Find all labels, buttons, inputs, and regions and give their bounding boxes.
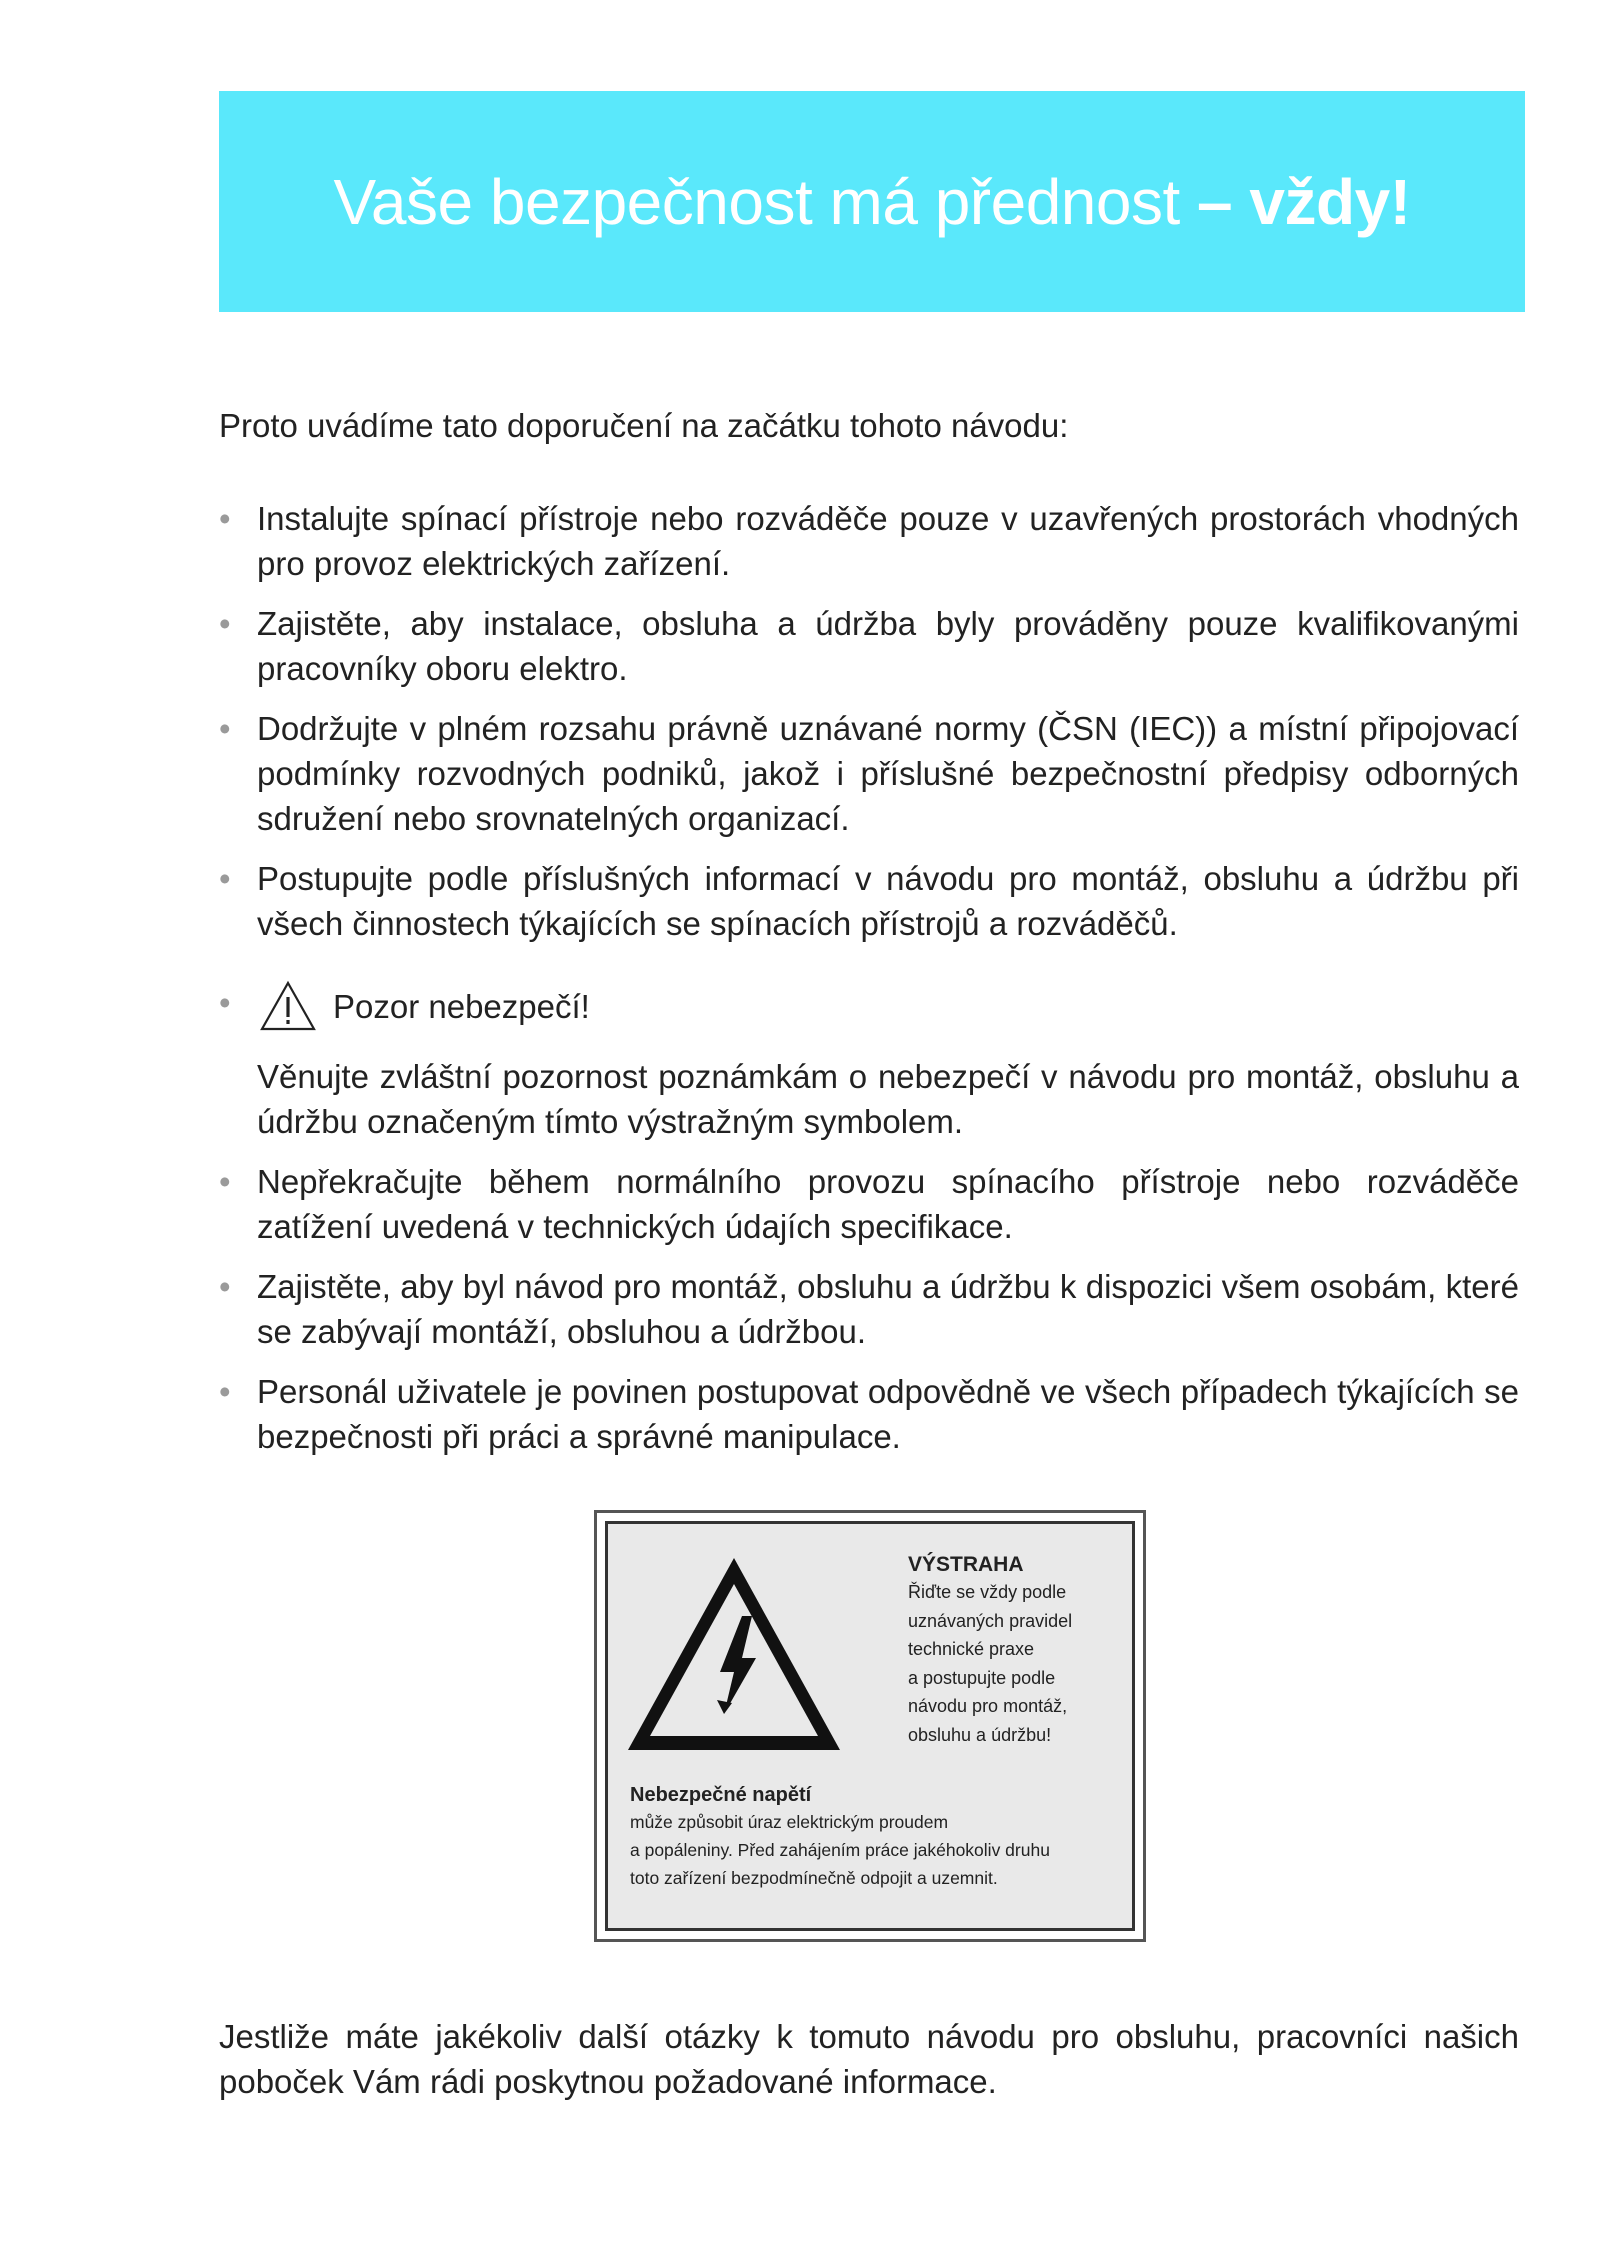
list-item: • Personál uživatele je povinen postupovat odpovědně ve všech případech týkajících se bezpečnosti při práci a správné manipulace. <box>219 1369 1519 1459</box>
danger-voltage-line: toto zařízení bezpodmínečně odpojit a uzemnit. <box>630 1868 998 1888</box>
title-banner <box>219 91 1525 312</box>
list-item: • Zajistěte, aby byl návod pro montáž, obsluhu a údržbu k dispozici všem osobám, které se zabývají montáží, obsluhou a údržbou. <box>219 1264 1519 1354</box>
safety-list <box>219 496 1519 1459</box>
warning-item <box>219 980 1519 1032</box>
list-item: • Dodržujte v plném rozsahu právně uznávané normy (ČSN (IEC)) a místní připojovací podmínky rozvodných podniků, jakož i příslušné bezpečnostní předpisy odborných sdružení nebo srovnatelných organizací. <box>219 706 1519 841</box>
warning-sign-line: návodu pro montáž, <box>908 1696 1068 1716</box>
main-content <box>219 403 1519 1474</box>
intro-text: Proto uvádíme tato doporučení na začátku tohoto návodu: <box>219 407 1069 444</box>
page-title-main: Vaše bezpečnost má přednost <box>333 165 1198 238</box>
danger-voltage-line: může způsobit úraz elektrickým proudem <box>630 1812 949 1832</box>
page-title-emphasis: – vždy! <box>1197 165 1411 238</box>
warning-label: • Pozor nebezpečí! <box>333 987 590 1025</box>
warning-note: Věnujte zvláštní pozornost poznámkám o nebezpečí v návodu pro montáž, obsluhu a údržbu označeným tímto výstražným symbolem. <box>257 1058 1519 1140</box>
list-item: • Instalujte spínací přístroje nebo rozváděče pouze v uzavřených prostorách vhodných pro provoz elektrických zařízení. <box>219 496 1519 586</box>
list-item: • Postupujte podle příslušných informací v návodu pro montáž, obsluhu a údržbu při všech činnostech týkajících se spínacích přístrojů a rozváděčů. <box>219 856 1519 946</box>
warning-sign-panel <box>605 1521 1135 1931</box>
danger-voltage-line: a popáleniny. Před zahájením práce jakéhokoliv druhu <box>630 1840 1050 1860</box>
high-voltage-triangle-icon <box>624 1554 844 1754</box>
page-title <box>333 165 1410 239</box>
list-item: • Zajistěte, aby instalace, obsluha a údržba byly prováděny pouze kvalifikovanými pracovníky oboru elektro. <box>219 601 1519 691</box>
warning-sign-line: Řiďte se vždy podle <box>908 1582 1067 1602</box>
list-item: • Nepřekračujte během normálního provozu spínacího přístroje nebo rozváděče zatížení uvedená v technických údajích specifikace. <box>219 1159 1519 1249</box>
warning-sign-line: uznávaných pravidel <box>908 1610 1073 1631</box>
warning-sign-line: technické praxe <box>908 1639 1035 1659</box>
warning-sign-line: obsluhu a údržbu! <box>908 1724 1052 1745</box>
warning-sign-line: a postupujte podle <box>908 1667 1056 1688</box>
warning-sign <box>594 1510 1146 1942</box>
warning-sign-text <box>908 1552 1128 1749</box>
warning-triangle-icon <box>259 980 317 1032</box>
warning-sign-heading: VÝSTRAHA <box>908 1553 1024 1576</box>
danger-voltage-text <box>630 1782 1140 1892</box>
closing-text: Jestliže máte jakékoliv další otázky k tomuto návodu pro obsluhu, pracovníci našich poboček Vám rádi poskytnou požadované informace. <box>219 2018 1519 2100</box>
danger-voltage-heading: Nebezpečné napětí <box>630 1784 812 1806</box>
